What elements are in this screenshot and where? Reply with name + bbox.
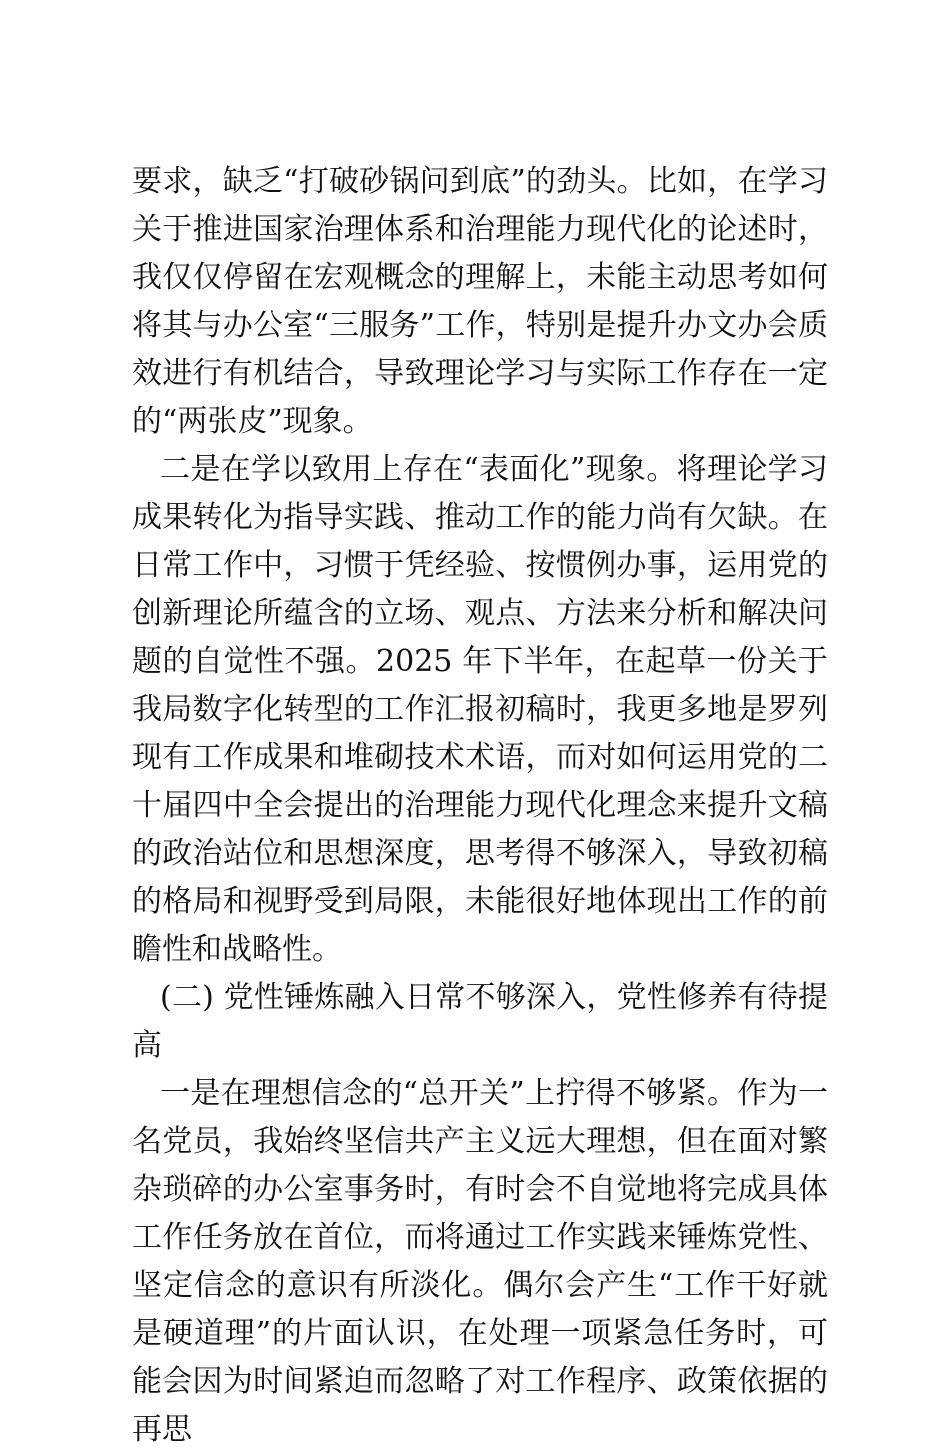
paragraph-application-issue: 二是在学以致用上存在“表面化”现象。将理论学习成果转化为指导实践、推动工作的能力尚有欠缺。在日常工作中，习惯于凭经验、按惯例办事，运用党的创新理论所蕴含的立场、观点、方法来分析和解决问题的自觉性不强。2025 年下半年，在起草一份关于我局数字化转型的工作汇报初稿时，我更多地是罗列现有工作成果和堆砌技术术语，而对如何运用党的二十届四中全会提出的治理能力现代化理念来提升文稿的政治站位和思想深度，思考得不够深入，导致初稿的格局和视野受到局限，未能很好地体现出工作的前瞻性和战略性。 [132,452,828,967]
paragraph-ideals-beliefs: 一是在理想信念的“总开关”上拧得不够紧。作为一名党员，我始终坚信共产主义远大理想，但在面对繁杂琐碎的办公室事务时，有时会不自觉地将完成具体工作任务放在首位，而将通过工作实践来锤炼党性、坚定信念的意识有所淡化。偶尔会产生“工作干好就是硬道理”的片面认识，在处理一项紧急任务时，可能会因为时间紧迫而忽略了对工作程序、政策依据的再思 [132,1076,828,1447]
document-body [132,158,828,1454]
section-heading-party-spirit: (二) 党性锤炼融入日常不够深入，党性修养有待提高 [132,980,828,1063]
paragraph-continuation: 要求，缺乏“打破砂锅问到底”的劲头。比如，在学习关于推进国家治理体系和治理能力现代化的论述时，我仅仅停留在宏观概念的理解上，未能主动思考如何将其与办公室“三服务”工作，特别是提升办文办会质效进行有机结合，导致理论学习与实际工作存在一定的“两张皮”现象。 [132,164,828,439]
